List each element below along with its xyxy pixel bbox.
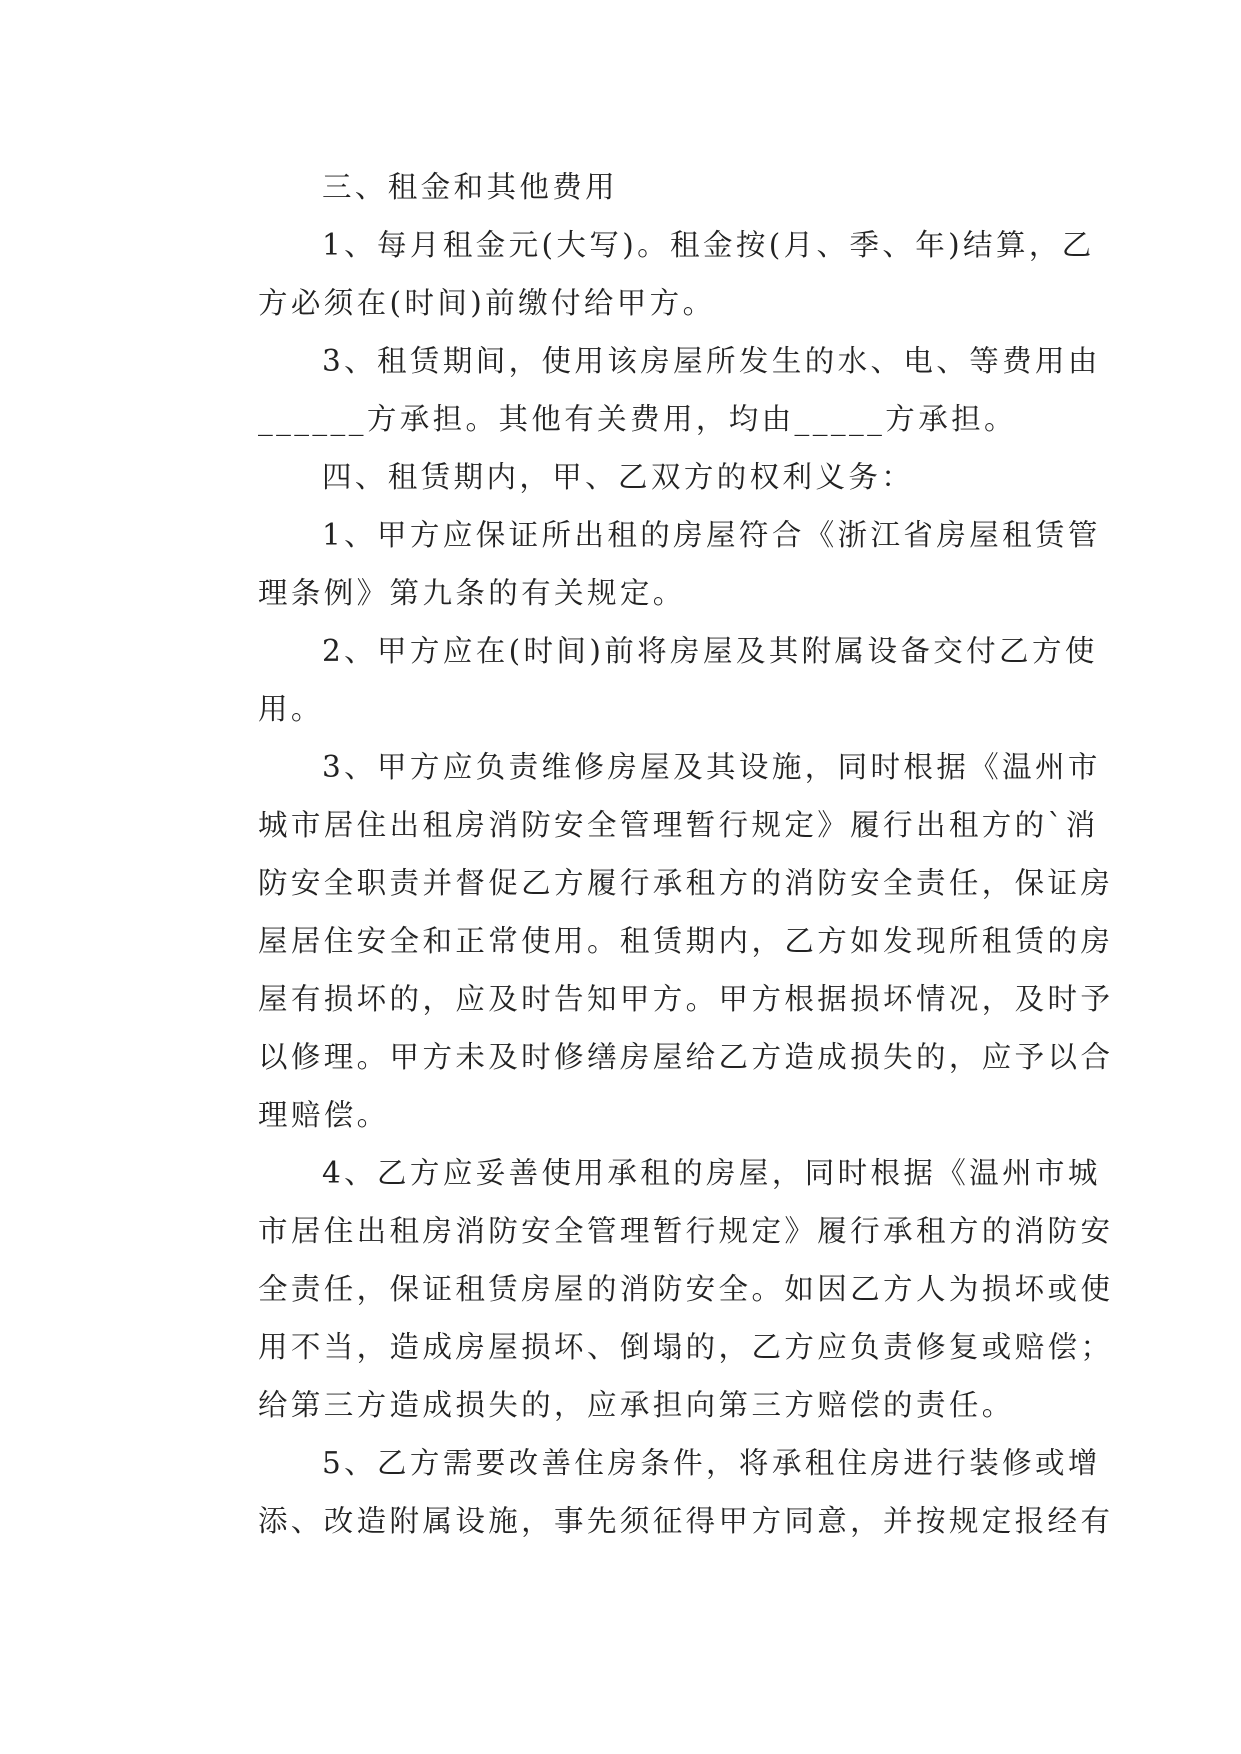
text-line: 2、甲方应在(时间)前将房屋及其附属设备交付乙方使 — [321, 634, 1098, 668]
text-line: 屋有损坏的，应及时告知甲方。甲方根据损坏情况，及时予 — [257, 982, 1114, 1016]
text-line: 市居住出租房消防安全管理暂行规定》履行承租方的消防安 — [257, 1214, 1114, 1248]
text-line: 3、甲方应负责维修房屋及其设施，同时根据《温州市 — [321, 750, 1101, 784]
text-line: 方必须在(时间)前缴付给甲方。 — [257, 286, 716, 320]
clause-tenant-use — [191, 1144, 1114, 1434]
text-line: 理赔偿。 — [257, 1098, 390, 1132]
text-line: ______方承担。其他有关费用，均由_____方承担。 — [257, 402, 1017, 436]
text-line: 1、每月租金元(大写)。租金按(月、季、年)结算，乙 — [321, 228, 1095, 262]
text-line: 屋居住安全和正常使用。租赁期内，乙方如发现所租赁的房 — [257, 924, 1114, 958]
text-line: 添、改造附属设施，事先须征得甲方同意，并按规定报经有 — [257, 1504, 1114, 1538]
text-line: 5、乙方需要改善住房条件，将承租住房进行装修或增 — [321, 1446, 1101, 1480]
section-heading-rent-and-fees — [191, 158, 1051, 216]
clause-utility-fees — [191, 332, 1101, 448]
clause-landlord-maintenance — [191, 738, 1114, 1144]
text-line: 防安全职责并督促乙方履行承租方的消防安全责任，保证房 — [257, 866, 1114, 900]
clause-delivery — [191, 622, 1098, 738]
text-line: 以修理。甲方未及时修缮房屋给乙方造成损失的，应予以合 — [257, 1040, 1114, 1074]
clause-landlord-guarantee — [191, 506, 1101, 622]
document-body — [191, 158, 1114, 1550]
text-line: 城市居住出租房消防安全管理暂行规定》履行出租方的`消 — [257, 808, 1099, 842]
text-line: 3、租赁期间，使用该房屋所发生的水、电、等费用由 — [321, 344, 1101, 378]
clause-monthly-rent — [191, 216, 1095, 332]
clause-tenant-renovation — [191, 1434, 1114, 1550]
text-line: 三、租金和其他费用 — [321, 170, 619, 204]
text-line: 用不当，造成房屋损坏、倒塌的，乙方应负责修复或赔偿； — [257, 1330, 1114, 1364]
text-line: 给第三方造成损失的，应承担向第三方赔偿的责任。 — [257, 1388, 1015, 1422]
text-line: 用。 — [257, 692, 324, 726]
text-line: 全责任，保证租赁房屋的消防安全。如因乙方人为损坏或使 — [257, 1272, 1114, 1306]
text-line: 4、乙方应妥善使用承租的房屋，同时根据《温州市城 — [321, 1156, 1101, 1190]
text-line: 理条例》第九条的有关规定。 — [257, 576, 686, 610]
text-line: 1、甲方应保证所出租的房屋符合《浙江省房屋租赁管 — [321, 518, 1101, 552]
text-line: 四、租赁期内，甲、乙双方的权利义务： — [321, 460, 915, 494]
section-heading-rights-obligations — [191, 448, 1051, 506]
